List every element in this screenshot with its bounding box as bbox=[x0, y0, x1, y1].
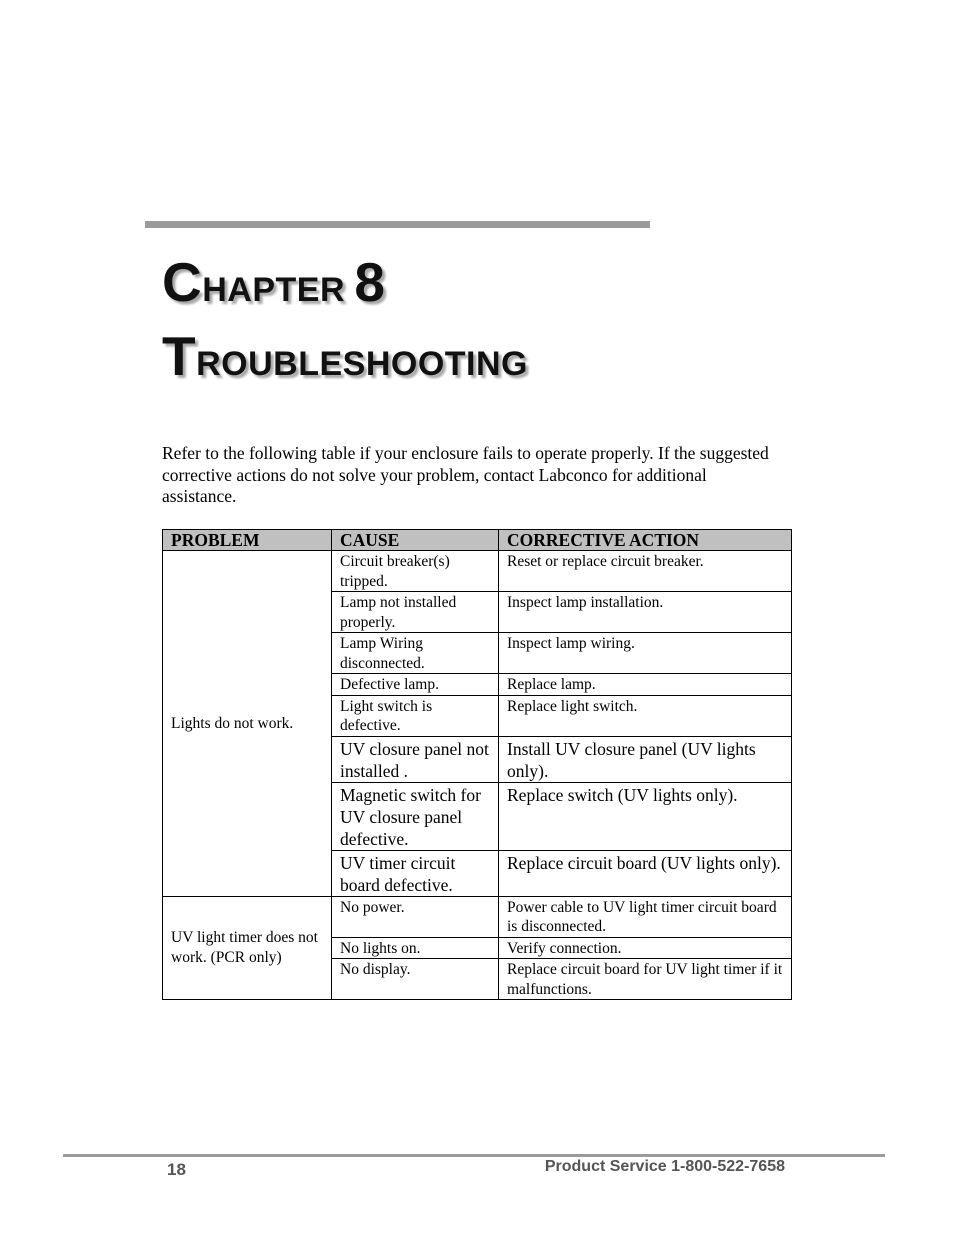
chapter-subtitle: TROUBLESHOOTING bbox=[162, 325, 529, 387]
action-cell: Inspect lamp wiring. bbox=[499, 633, 792, 674]
cause-cell: No lights on. bbox=[332, 937, 499, 959]
cause-cell: Lamp Wiring disconnected. bbox=[332, 633, 499, 674]
action-cell: Replace lamp. bbox=[499, 674, 792, 696]
cause-cell: UV closure panel not installed . bbox=[332, 736, 499, 782]
cause-cell: No display. bbox=[332, 959, 499, 1000]
action-cell: Install UV closure panel (UV lights only). bbox=[499, 736, 792, 782]
cause-cell: Lamp not installed properly. bbox=[332, 592, 499, 633]
action-cell: Verify connection. bbox=[499, 937, 792, 959]
header-corrective-action: CORRECTIVE ACTION bbox=[499, 530, 792, 551]
cause-cell: Defective lamp. bbox=[332, 674, 499, 696]
action-cell: Replace circuit board for UV light timer if it malfunctions. bbox=[499, 959, 792, 1000]
header-problem: PROBLEM bbox=[163, 530, 332, 551]
cause-cell: No power. bbox=[332, 896, 499, 937]
chapter-number: 8 bbox=[354, 251, 386, 313]
page-number: 18 bbox=[167, 1160, 186, 1179]
cause-cell: Magnetic switch for UV closure panel defective. bbox=[332, 782, 499, 850]
action-cell: Reset or replace circuit breaker. bbox=[499, 551, 792, 592]
cause-cell: Circuit breaker(s) tripped. bbox=[332, 551, 499, 592]
table-row bbox=[163, 896, 792, 937]
troubleshooting-table bbox=[162, 529, 792, 1000]
action-cell: Replace circuit board (UV lights only). bbox=[499, 850, 792, 896]
cause-cell: UV timer circuit board defective. bbox=[332, 850, 499, 896]
footer-divider bbox=[63, 1154, 885, 1157]
top-divider bbox=[145, 221, 650, 228]
intro-paragraph: Refer to the following table if your enclosure fails to operate properly. If the suggested corrective actions do not solve your problem, contact Labconco for additional assistance. bbox=[162, 443, 769, 506]
table-row bbox=[163, 551, 792, 592]
chapter-title: CHAPTER 8 bbox=[162, 251, 386, 313]
footer-product-service: Product Service 1-800-522-7658 bbox=[544, 1158, 785, 1175]
problem-cell: Lights do not work. bbox=[163, 551, 332, 897]
action-cell: Inspect lamp installation. bbox=[499, 592, 792, 633]
cause-cell: Light switch is defective. bbox=[332, 695, 499, 736]
table-header-row bbox=[163, 530, 792, 551]
problem-cell: UV light timer does not work. (PCR only) bbox=[163, 896, 332, 1000]
action-cell: Power cable to UV light timer circuit board is disconnected. bbox=[499, 896, 792, 937]
action-cell: Replace switch (UV lights only). bbox=[499, 782, 792, 850]
header-cause: CAUSE bbox=[332, 530, 499, 551]
action-cell: Replace light switch. bbox=[499, 695, 792, 736]
